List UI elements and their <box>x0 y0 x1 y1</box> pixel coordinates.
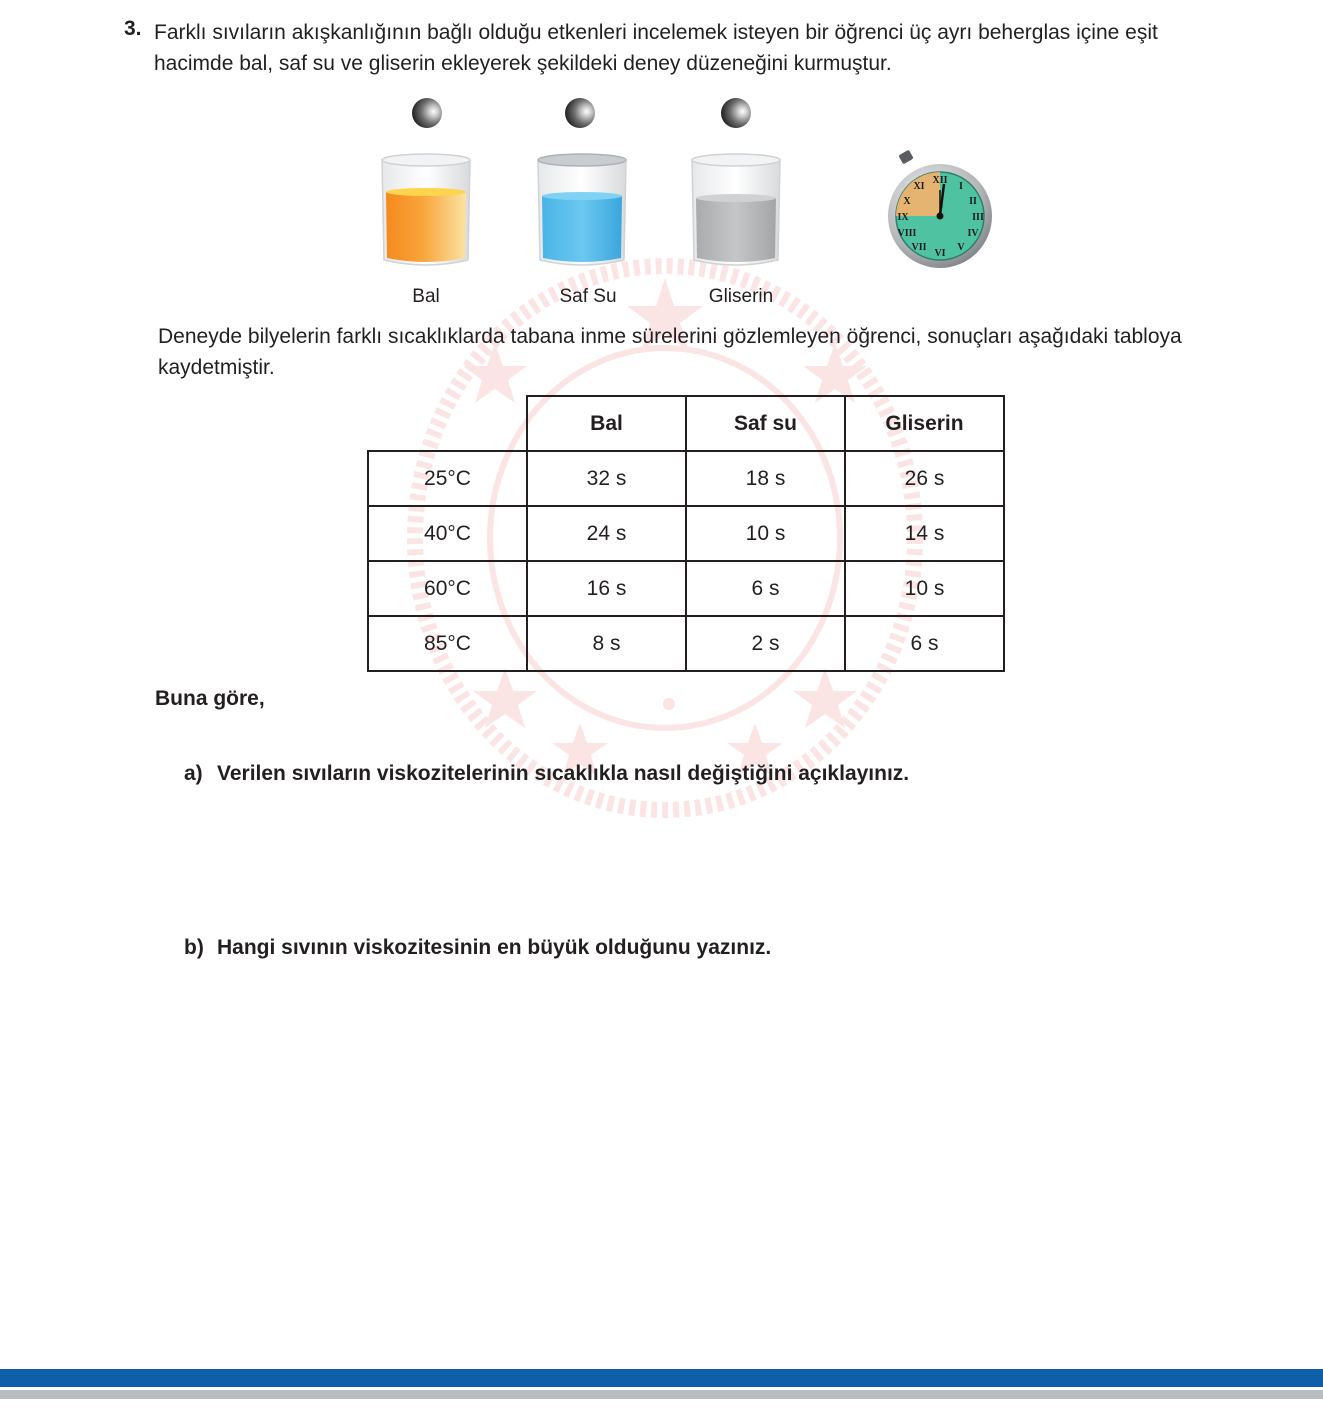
subquestion-b <box>184 936 771 960</box>
table-row <box>368 561 1004 616</box>
svg-text:XII: XII <box>932 175 948 186</box>
table-cell: 2 s <box>686 616 845 671</box>
temperature-cell: 85°C <box>368 616 527 671</box>
svg-text:III: III <box>972 212 984 223</box>
table-row <box>368 451 1004 506</box>
svg-text:VI: VI <box>934 248 946 259</box>
svg-text:V: V <box>957 242 965 253</box>
subquestion-text: Hangi sıvının viskozitesinin en büyük olduğunu yazınız. <box>217 936 772 959</box>
table-cell: 24 s <box>527 506 686 561</box>
beaker-label-saf-su: Saf Su <box>559 286 617 307</box>
table-cell: 32 s <box>527 451 686 506</box>
beaker-label-gliserin: Gliserin <box>708 286 774 307</box>
table-cell: 14 s <box>845 506 1004 561</box>
table-cell: 6 s <box>686 561 845 616</box>
svg-text:VIII: VIII <box>897 228 917 239</box>
question-number: 3. <box>124 17 142 40</box>
table-header-cell: Bal <box>527 396 686 451</box>
table-header-cell: Gliserin <box>845 396 1004 451</box>
temperature-cell: 25°C <box>368 451 527 506</box>
steel-ball-icon <box>412 98 442 128</box>
footer-bar <box>0 1369 1323 1387</box>
beaker-label-bal: Bal <box>412 286 440 307</box>
svg-text:XI: XI <box>913 181 925 192</box>
table-row <box>368 506 1004 561</box>
table-row <box>368 616 1004 671</box>
beaker-bal <box>378 152 474 270</box>
subquestion-tag: b) <box>184 936 204 959</box>
table-header-cell: Saf su <box>686 396 845 451</box>
beaker-saf-su <box>534 152 630 270</box>
description-paragraph: Deneyde bilyelerin farklı sıcaklıklarda tabana inme sürelerini gözlemleyen öğrenci, sonuçları aşağıdaki tabloya kaydetmiştir. <box>158 325 1182 379</box>
footer-stripe <box>0 1390 1323 1399</box>
svg-text:IV: IV <box>967 228 979 239</box>
subquestion-a <box>184 762 909 786</box>
steel-ball-icon <box>565 98 595 128</box>
table-cell: 18 s <box>686 451 845 506</box>
table-cell: 10 s <box>686 506 845 561</box>
table-corner <box>368 396 527 451</box>
results-table <box>367 395 1005 672</box>
svg-text:X: X <box>903 196 911 207</box>
table-header-row <box>368 396 1004 451</box>
question-text: Farklı sıvıların akışkanlığının bağlı olduğu etkenleri incelemek isteyen bir öğrenci üç ayrı beherglas içine eşit hacimde bal, saf su ve gliserin ekleyerek şekildeki deney düzeneğini kurmuştur. <box>154 21 1158 75</box>
steel-ball-icon <box>721 98 751 128</box>
svg-text:II: II <box>969 196 977 207</box>
table-cell: 8 s <box>527 616 686 671</box>
svg-text:IX: IX <box>897 212 909 223</box>
beaker-gliserin <box>688 152 784 270</box>
subquestion-text: Verilen sıvıların viskozitelerinin sıcaklıkla nasıl değiştiğini açıklayınız. <box>217 762 910 785</box>
experiment-figure <box>370 90 1010 310</box>
temperature-cell: 40°C <box>368 506 527 561</box>
temperature-cell: 60°C <box>368 561 527 616</box>
table-cell: 6 s <box>845 616 1004 671</box>
subquestion-tag: a) <box>184 762 203 785</box>
table-cell: 10 s <box>845 561 1004 616</box>
svg-text:VII: VII <box>911 242 927 253</box>
table-cell: 26 s <box>845 451 1004 506</box>
svg-text:I: I <box>959 181 963 192</box>
stopwatch-icon <box>882 150 994 270</box>
table-cell: 16 s <box>527 561 686 616</box>
prompt-text: Buna göre, <box>155 687 265 710</box>
